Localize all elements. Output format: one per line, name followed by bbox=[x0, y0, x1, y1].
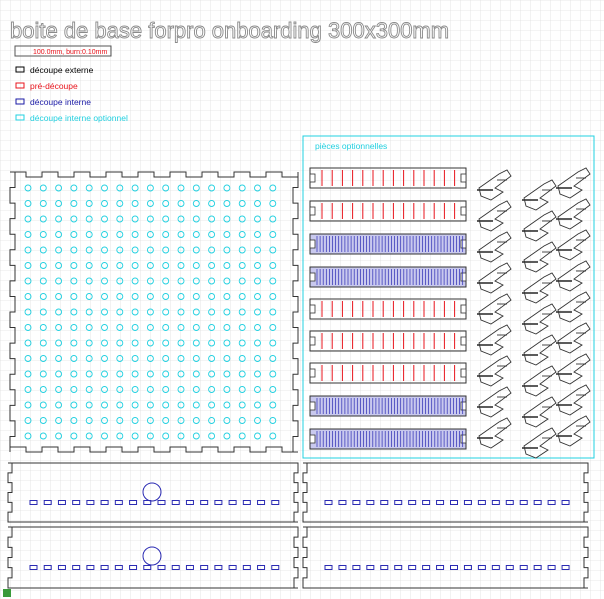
strip-notch bbox=[310, 207, 315, 215]
strip-notch bbox=[461, 207, 466, 215]
strip-notch bbox=[310, 369, 315, 377]
strip-notch bbox=[310, 305, 315, 313]
legend-label-optional: découpe interne optionnel bbox=[30, 113, 128, 123]
strip-notch bbox=[461, 240, 466, 248]
strip-notch bbox=[310, 174, 315, 182]
legend-label-internal: découpe interne bbox=[30, 97, 91, 107]
strip-notch bbox=[461, 305, 466, 313]
legend-label-external: découpe externe bbox=[30, 65, 94, 75]
scale-label: 100.0mm, burn:0.10mm bbox=[33, 49, 108, 56]
strip-notch bbox=[310, 435, 315, 443]
strip-notch bbox=[310, 402, 315, 410]
origin-marker bbox=[3, 589, 11, 597]
strip-notch bbox=[461, 435, 466, 443]
page-title: boite de base forpro onboarding 300x300mm bbox=[10, 18, 450, 43]
optional-pieces-label: pièces optionnelles bbox=[315, 141, 388, 151]
strip-notch bbox=[461, 174, 466, 182]
strip-notch bbox=[461, 273, 466, 281]
strip-notch bbox=[461, 402, 466, 410]
strip-notch bbox=[461, 369, 466, 377]
strip-notch bbox=[310, 337, 315, 345]
strip-notch bbox=[310, 273, 315, 281]
strip-notch bbox=[310, 240, 315, 248]
legend-label-precut: pré-découpe bbox=[30, 81, 78, 91]
strip-notch bbox=[461, 337, 466, 345]
